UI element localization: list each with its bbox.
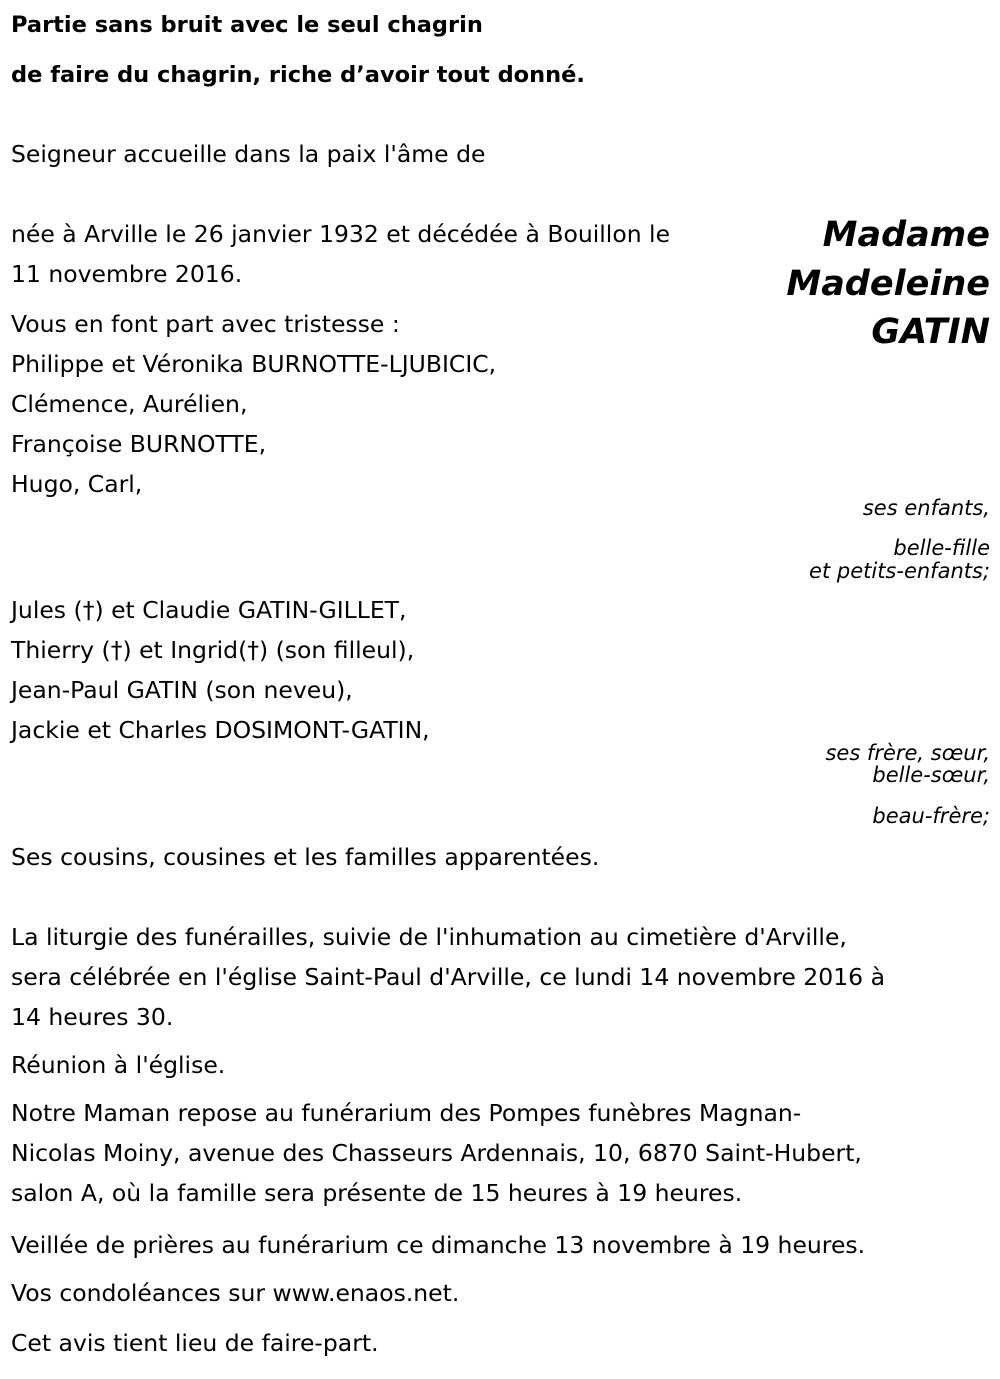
relation-label: et petits-enfants; <box>809 559 990 583</box>
rest-line: salon A, où la famille sera présente de 15 heures à 19 heures. <box>11 1179 743 1207</box>
cousins-text: Ses cousins, cousines et les familles apparentées. <box>11 843 600 871</box>
family-line: Jean-Paul GATIN (son neveu), <box>11 676 353 704</box>
relation-label: ses frère, sœur, <box>825 741 990 765</box>
liturgy-line: sera célébrée en l'église Saint-Paul d'Arville, ce lundi 14 novembre 2016 à <box>11 963 885 991</box>
family-line: Hugo, Carl, <box>11 470 143 498</box>
liturgy-line: 14 heures 30. <box>11 1003 174 1031</box>
deceased-title: Madame <box>822 215 990 255</box>
birth-death-line: 11 novembre 2016. <box>11 260 243 288</box>
birth-death-line: née à Arville le 26 janvier 1932 et décédée à Bouillon le <box>11 220 671 248</box>
deceased-first-name: Madeleine <box>786 264 990 304</box>
meeting-text: Réunion à l'église. <box>11 1051 226 1079</box>
epigraph-line: Partie sans bruit avec le seul chagrin <box>11 12 483 38</box>
announce-text: Vous en font part avec tristesse : <box>11 310 400 338</box>
deceased-last-name: GATIN <box>871 312 990 352</box>
family-line: Clémence, Aurélien, <box>11 390 248 418</box>
condolences-text: Vos condoléances sur www.enaos.net. <box>11 1279 460 1307</box>
relation-label: beau-frère; <box>872 804 990 828</box>
family-line: Thierry (†) et Ingrid(†) (son filleul), <box>11 636 415 664</box>
liturgy-line: La liturgie des funérailles, suivie de l'inhumation au cimetière d'Arville, <box>11 923 847 951</box>
rest-line: Notre Maman repose au funérarium des Pompes funèbres Magnan- <box>11 1099 802 1127</box>
relation-label: belle-fille <box>893 536 990 560</box>
intro-text: Seigneur accueille dans la paix l'âme de <box>11 140 486 168</box>
epigraph-line: de faire du chagrin, riche d’avoir tout donné. <box>11 62 585 88</box>
relation-label: belle-sœur, <box>872 763 990 787</box>
vigil-text: Veillée de prières au funérarium ce dimanche 13 novembre à 19 heures. <box>11 1231 866 1259</box>
family-line: Philippe et Véronika BURNOTTE-LJUBICIC, <box>11 350 497 378</box>
family-line: Jules (†) et Claudie GATIN-GILLET, <box>11 596 407 624</box>
rest-line: Nicolas Moiny, avenue des Chasseurs Ardennais, 10, 6870 Saint-Hubert, <box>11 1139 862 1167</box>
family-line: Françoise BURNOTTE, <box>11 430 267 458</box>
notice-text: Cet avis tient lieu de faire-part. <box>11 1329 379 1357</box>
relation-label: ses enfants, <box>862 496 990 520</box>
family-line: Jackie et Charles DOSIMONT-GATIN, <box>11 716 430 744</box>
